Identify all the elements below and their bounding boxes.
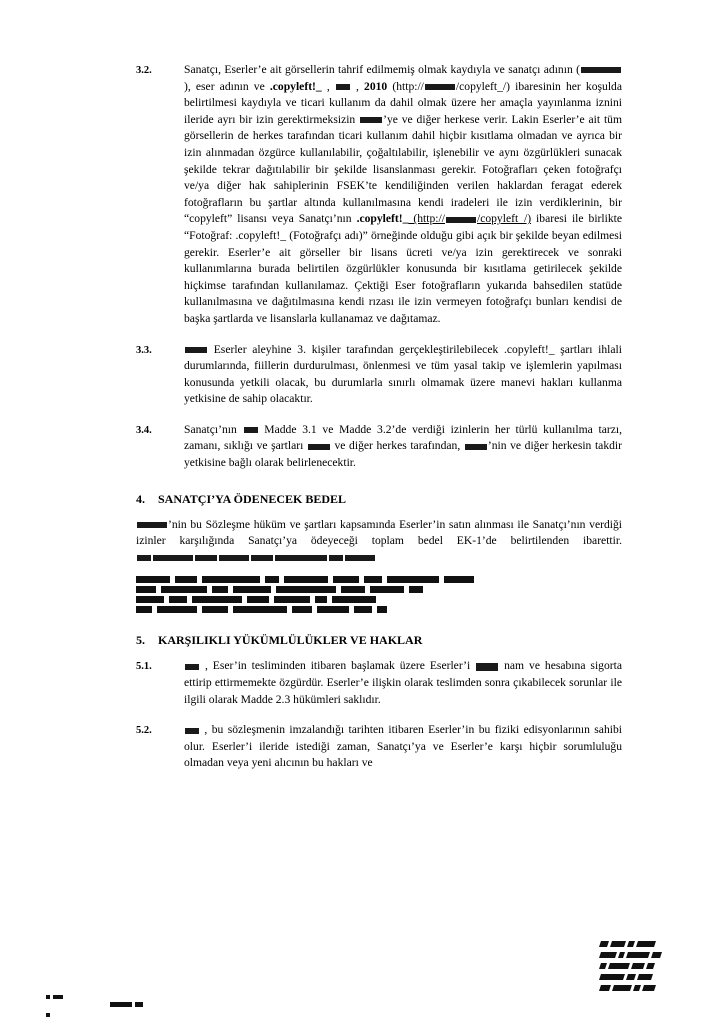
clause-5-1 xyxy=(136,658,622,708)
copyleft-mark: .copyleft!_ xyxy=(356,212,409,226)
clause-text xyxy=(184,62,622,328)
redaction-bar xyxy=(185,728,199,734)
url-fragment: /copyleft_/) xyxy=(476,212,532,226)
text-fragment: Madde 3.1 ve Madde 3.2’de verdiği izinlerin her türlü kullanılma tarzı, zamanı, sıklığı ve şartları xyxy=(184,422,622,453)
year-value: 2010 xyxy=(364,79,388,93)
clause-number: 3.4. xyxy=(136,424,152,436)
text-fragment: /copyleft_/) ibaresinin her koşulda belirtilmesi kaydıyla ve ticari kullanım da dahil olmak üzere her amaçla yayınlanma iznini ileride ayrı bir izin gerektirmeksizin xyxy=(184,79,622,126)
text-fragment: , Eser’in tesliminden itibaren başlamak üzere Eserler’i xyxy=(200,659,476,673)
redacted-line xyxy=(136,606,622,613)
text-fragment: Sanatçı, Eserler’e ait görsellerin tahrif edilmemiş olmak kaydıyla ve sanatçı adının ( xyxy=(184,63,580,76)
section-title: KARŞILIKLI YÜKÜMLÜLÜKLER VE HAKLAR xyxy=(158,633,423,648)
clause-number: 5.1. xyxy=(136,661,152,673)
text-fragment: Sanatçı’nın xyxy=(184,422,243,436)
clause-text xyxy=(184,422,622,472)
redaction-bar xyxy=(336,84,350,90)
clause-number: 3.3. xyxy=(136,344,152,356)
redacted-line xyxy=(136,576,622,583)
text-fragment: (http:// xyxy=(408,212,445,226)
text-fragment: ’nin ve diğer herkesin takdir yetkisine bağlı olarak belirlenecektir. xyxy=(184,439,622,470)
clause-5-2 xyxy=(136,722,622,772)
redaction-bar xyxy=(275,555,327,561)
section-5-heading xyxy=(136,633,622,648)
redaction-bar xyxy=(137,555,151,561)
clause-number: 3.2. xyxy=(136,65,152,76)
signature-mark-left-2 xyxy=(110,994,146,1012)
redaction-bar xyxy=(446,217,476,223)
section-number: 5. xyxy=(136,633,145,648)
text-fragment: ve diğer herkes tarafından, xyxy=(330,439,464,453)
text-fragment: , xyxy=(321,79,335,93)
redaction-bar xyxy=(329,555,343,561)
clause-3-2 xyxy=(136,62,622,328)
clause-text xyxy=(184,342,622,408)
section-number: 4. xyxy=(136,491,145,506)
copyleft-mark: .copyleft!_ xyxy=(269,79,322,93)
redacted-paragraph-block xyxy=(136,576,622,613)
redacted-inline-group xyxy=(136,550,376,567)
clause-3-4 xyxy=(136,422,622,472)
document-body xyxy=(136,62,622,786)
section-4-heading xyxy=(136,492,622,507)
redaction-bar xyxy=(153,555,193,561)
redaction-bar xyxy=(345,555,375,561)
text-fragment: ), eser adının ve xyxy=(184,79,270,93)
redaction-bar xyxy=(244,427,258,433)
text-fragment: , xyxy=(350,79,365,93)
text-fragment: ’nin bu Sözleşme hüküm ve şartları kapsamında Eserler’in satın alınması ile Sanatçı’nın verdiği izinler karşılığında Sanatçı’ya ödeyeceği toplam bedel EK-1’de belirtilenden ibarettir. xyxy=(136,517,622,548)
redaction-bar xyxy=(251,555,273,561)
signature-mark-right xyxy=(600,934,710,989)
redaction-bar xyxy=(425,84,455,90)
clause-3-3 xyxy=(136,342,622,408)
redaction-bar xyxy=(308,444,330,450)
text-fragment: , bu sözleşmenin imzalandığı tarihten itibaren Eserler’in bu fiziki edisyonlarının sahibi olur. Eserler’i ileride istediği zaman, Sanatçı’ya ve Eserler’e karşı hiçbir sorumluluğu olmadan veya yeni alıcının bu hakları ve xyxy=(184,723,622,770)
signature-mark-left xyxy=(46,986,66,1022)
clause-text xyxy=(184,658,622,708)
text-fragment: (http:// xyxy=(387,79,424,93)
section-4-paragraph xyxy=(136,517,622,567)
clause-number: 5.2. xyxy=(136,725,152,737)
redaction-bar xyxy=(360,117,382,123)
redaction-bar xyxy=(137,522,167,528)
redaction-bar xyxy=(185,664,199,670)
redaction-bar xyxy=(219,555,249,561)
text-fragment: ibaresi ile birlikte “Fotoğraf: .copyleft!_ (Fotoğrafçı adı)” örneğinde olduğu gibi açık bir şekilde beyan edilmesi gerekir. Eserler’e ait görseller bir lisans ücreti ve/ya izin gerektirecek ve sonraki kullanımlarına burada belirtilen özgürlükler konusunda bir kısıtlama getirilecek şekilde hiçkimse tarafından kullanılamaz. Çektiği Eser fotoğrafların yukarıda bahsedilen statüde kullanılmasına ve dağıtılmasına kendi rızası ile izin vermeyen fotoğrafçı bunları kendisi de başka şartlarda ve lisanslarla kullanamaz ve dağıtamaz. xyxy=(184,212,623,325)
redaction-bar xyxy=(581,67,621,73)
redaction-bar xyxy=(465,444,487,450)
redaction-bar xyxy=(185,347,207,353)
redacted-line xyxy=(136,586,622,593)
clause-text xyxy=(184,722,622,772)
text-fragment: nam ve hesabına sigorta ettirip ettirmemekte özgürdür. Eserler’e ilişkin olarak teslimden sonra çıkabilecek sorunlar ile ilgili olarak Madde 2.3 hükümleri saklıdır. xyxy=(184,659,622,706)
redaction-bar xyxy=(476,663,498,671)
text-fragment: Eserler aleyhine 3. kişiler tarafından gerçekleştirilebilecek .copyleft!_ şartları ihlali durumlarında, fiillerin durdurulması, önlenmesi ve tüm yasal takip ve işlemlerin yapılması konusunda yetkili olacak, bu durumlarla sınırlı olmamak üzere manevi hakları kullanma yetkisine de sahip olacaktır. xyxy=(184,342,622,406)
redaction-bar xyxy=(195,555,217,561)
text-fragment: ’ye ve diğer herkese verir. Lakin Eserler’e ait tüm görsellerin de herkes tarafından ticari kullanım dahil hiçbir kısıtlama olmadan ve ayrıca bir izin alınmadan özgürce kullanılabilir, çoğaltılabilir, işlenebilir ve aynı özgürlükleri sunacak şekilde tekrar dağıtılabilir bir şekilde lisanslanması gerekir. Fotoğrafları çeken fotoğrafçı ve/ya diğer hak sahiplerinin FSEK’te kendiliğinden verilen haklardan feragat ederek fotoğrafların bu şartlar altında kullanılmasına kendi iradeleri ile izin verdiklerinin, bir “copyleft” lisansı veya Sanatçı’nın xyxy=(184,112,622,226)
redacted-line xyxy=(136,596,622,603)
section-title: SANATÇI’YA ÖDENECEK BEDEL xyxy=(158,491,347,506)
